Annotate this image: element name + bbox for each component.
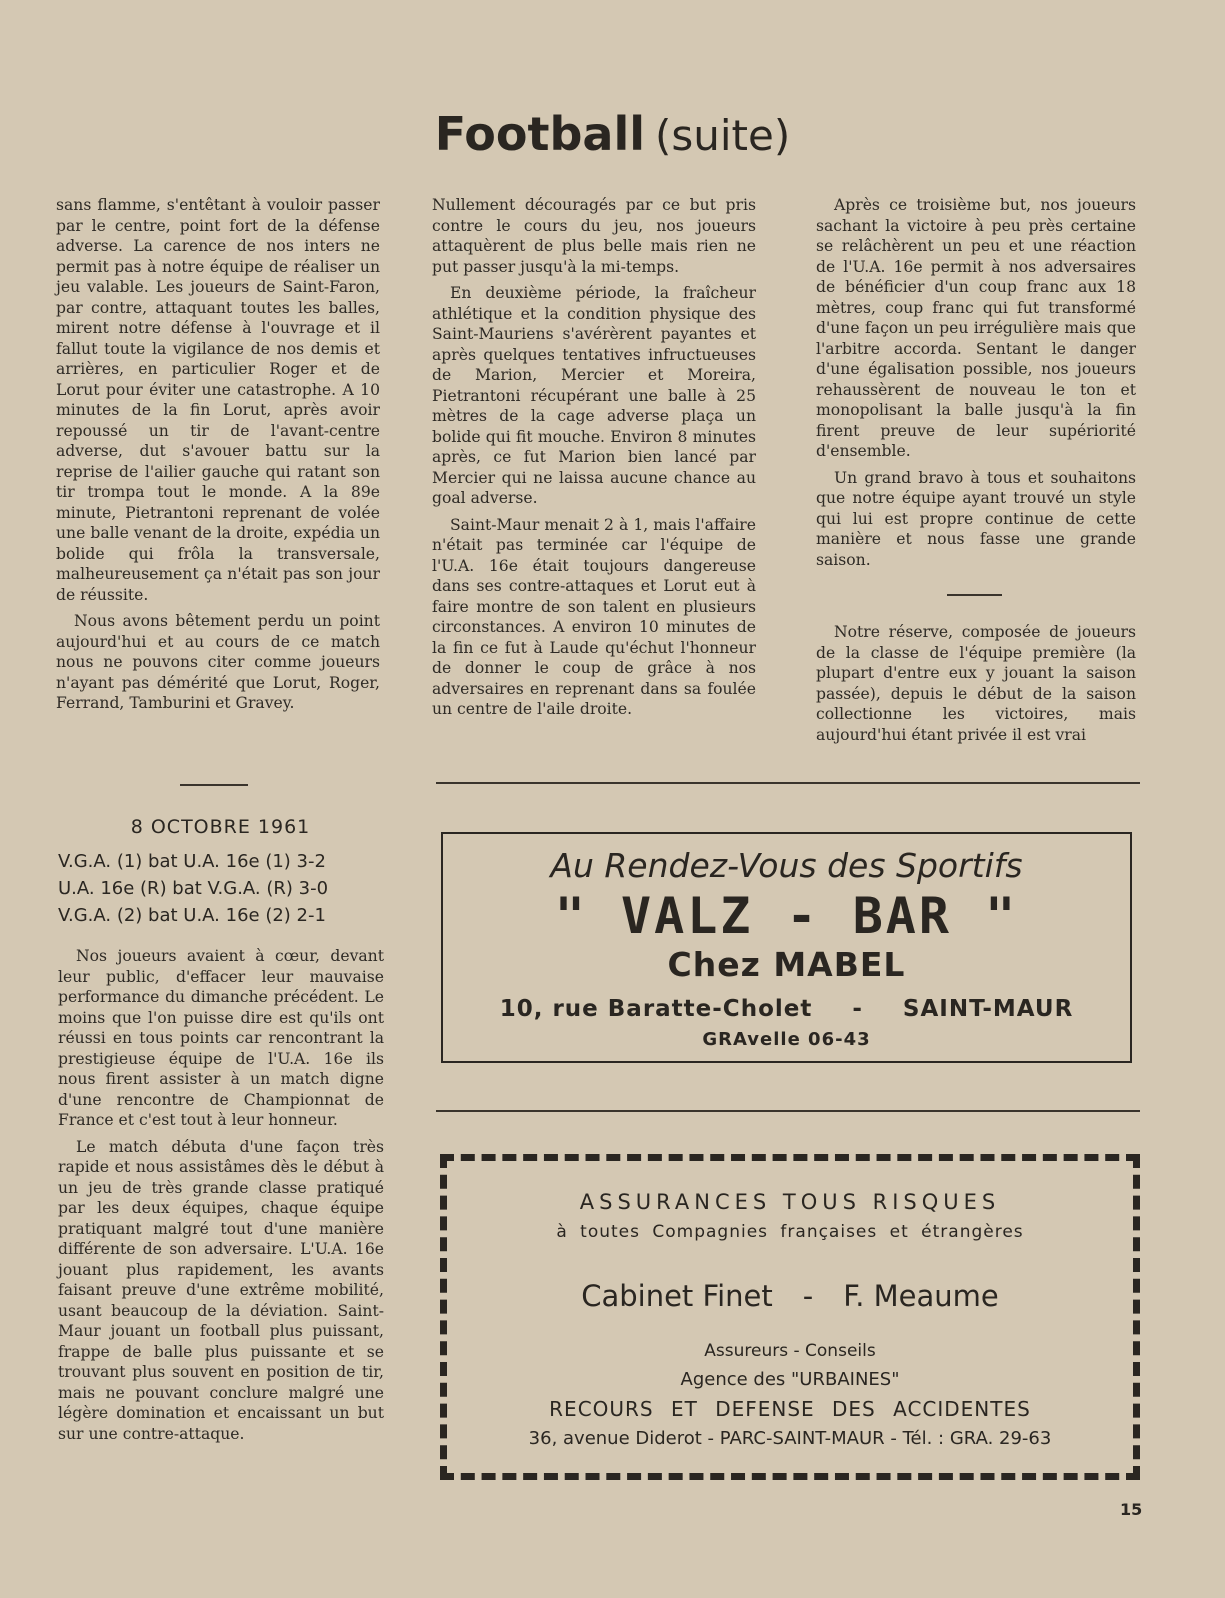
section-divider (947, 594, 1002, 596)
paragraph: sans flamme, s'entêtant à vouloir passer par le centre, point fort de la défense adverse. La carence de nos inters ne permit pas à notre équipe de réaliser un jeu valable. Les joueurs de Saint-Faron, par contre, attaquant toutes les balles, mirent notre défense à l'ouvrage et il fallut toute la vigilance de nos demis et arrières, en particulier Roger et de Lorut pour éviter une catastrophe. A 10 minutes de la fin Lorut, après avoir repoussé un tir de l'avant-centre adverse, dut s'avouer battu sur la reprise de l'ailier gauche qui ratant son tir trompa tout le monde. A la 89e minute, Pietrantoni reprenant de volée une balle venant de la droite, expédia un bolide qui frôla la transversale, malheureusement ça n'était pas son jour de réussite. (56, 196, 380, 604)
page-title (0, 104, 1225, 175)
article-column-1 (56, 195, 380, 714)
result-line: V.G.A. (1) bat U.A. 16e (1) 3-2 (58, 851, 326, 872)
result-line: U.A. 16e (R) bat V.G.A. (R) 3-0 (58, 878, 329, 899)
ad-heading: ASSURANCES TOUS RISQUES (579, 1190, 1001, 1214)
ad-company-dash: - (802, 1279, 814, 1313)
paragraph: Un grand bravo à tous et souhaitons que notre équipe ayant trouvé un style qui lui est propre continue de cette manière et nous fasse une grande saison. (816, 468, 1136, 569)
article-column-2 (432, 195, 756, 720)
ad-street: 10, rue Baratte-Cholet (499, 996, 813, 1022)
section-divider (180, 784, 248, 786)
ad-city: SAINT-MAUR (902, 996, 1074, 1022)
match-report (58, 946, 384, 1444)
ad-dash: - (852, 996, 863, 1022)
match-date: 8 OCTOBRE 1961 (130, 816, 311, 838)
match-results (58, 848, 388, 929)
paragraph: Nous avons bêtement perdu un point aujourd'hui et au cours de ce match nous ne pouvons citer comme joueurs n'ayant pas démérité que Lorut, Roger, Ferrand, Tamburini et Gravey. (56, 612, 380, 712)
ad-contact: 36, avenue Diderot - PARC-SAINT-MAUR - Tél. : GRA. 29-63 (528, 1428, 1052, 1449)
ad-tagline: Au Rendez-Vous des Sportifs (550, 846, 1023, 885)
horizontal-rule (436, 782, 1140, 784)
ad-role: Assureurs - Conseils (704, 1341, 876, 1361)
ad-agency: Agence des "URBAINES" (680, 1369, 900, 1390)
paragraph: Nos joueurs avaient à cœur, devant leur public, d'effacer leur mauvaise performance du dimanche précédent. Le moins que l'on puisse dire est qu'ils ont réussi en tous points car rencontrant la prestigieuse équipe de l'U.A. 16e ils nous firent assister à un match digne d'une rencontre de Championnat de France et c'est tout à leur honneur. (58, 947, 384, 1129)
insurance-advertisement (440, 1154, 1140, 1480)
paragraph: Le match débuta d'une façon très rapide et nous assistâmes dès le début à un jeu de très grande classe pratiqué par les deux équipes, chaque équipe pratiquant malgré tout d'une manière différente de son adversaire. L'U.A. 16e jouant plus rapidement, les avants faisant preuve d'une extrême mobilité, usant beaucoup de la déviation. Saint-Maur jouant un football plus puissant, frappe de balle plus puissante et se trouvant plus souvent en position de tir, mais ne pouvant conclure malgré une légère domination et encaissant un but sur une contre-attaque. (58, 1137, 384, 1443)
page-number: 15 (1120, 1500, 1143, 1519)
ad-bar-name: " VALZ - BAR " (554, 887, 1019, 945)
valz-bar-advertisement (441, 832, 1132, 1063)
ad-company-right: F. Meaume (843, 1279, 999, 1313)
ad-phone: GRAvelle 06-43 (702, 1029, 871, 1050)
title-main: Football (434, 107, 645, 161)
result-line: V.G.A. (2) bat U.A. 16e (2) 2-1 (58, 905, 326, 926)
title-suffix: (suite) (655, 111, 791, 160)
paragraph: Saint-Maur menait 2 à 1, mais l'affaire n'était pas terminée car l'équipe de l'U.A. 16e était toujours dangereuse dans ses contre-attaques et Lorut eut à faire montre de son talent en plusieurs circonstances. A environ 10 minutes de la fin ce fut à Laude qu'échut l'honneur de donner le coup de grâce à nos adversaires en reprenant dans sa foulée un centre de l'aile droite. (432, 515, 756, 718)
article-column-3 (816, 195, 1136, 570)
ad-company-left: Cabinet Finet (581, 1279, 773, 1313)
ad-subheading: à toutes Compagnies françaises et étrangères (556, 1222, 1024, 1242)
paragraph: En deuxième période, la fraîcheur athlétique et la condition physique des Saint-Mauriens s'avérèrent payantes et après quelques tentatives infructueuses de Marion, Mercier et Moreira, Pietrantoni récupérant une balle à 25 mètres de la cage adverse plaça un bolide qui fit mouche. Environ 8 minutes après, ce fut Marion bien lancé par Mercier qui ne laissa aucune chance au goal adverse. (432, 284, 756, 507)
paragraph: Notre réserve, composée de joueurs de la classe de l'équipe première (la plupart d'entre eux y jouant la saison passée), depuis le début de la saison collectionne les victoires, mais aujourd'hui étant privée il est vrai (816, 623, 1136, 744)
ad-owner: Chez MABEL (667, 945, 906, 984)
ad-company (447, 1277, 1133, 1315)
horizontal-rule (436, 1110, 1140, 1112)
ad-service: RECOURS ET DEFENSE DES ACCIDENTES (549, 1397, 1031, 1421)
paragraph: Nullement découragés par ce but pris contre le cours du jeu, nos joueurs attaquèrent de plus belle mais rien ne put passer jusqu'à la mi-temps. (432, 196, 756, 276)
paragraph: Après ce troisième but, nos joueurs sachant la victoire à peu près certaine se relâchèrent un peu et une réaction de l'U.A. 16e permit à nos adversaires de bénéficier d'un coup franc aux 18 mètres, coup franc qui fut transformé d'une façon un peu irrégulière mais que l'arbitre accorda. Sentant le danger d'une égalisation possible, nos joueurs rehaussèrent de nouveau le ton et monopolisant la balle jusqu'à la fin firent preuve de leur supériorité d'ensemble. (816, 196, 1136, 460)
ad-address (443, 994, 1130, 1024)
article-column-3-continued (816, 622, 1136, 745)
